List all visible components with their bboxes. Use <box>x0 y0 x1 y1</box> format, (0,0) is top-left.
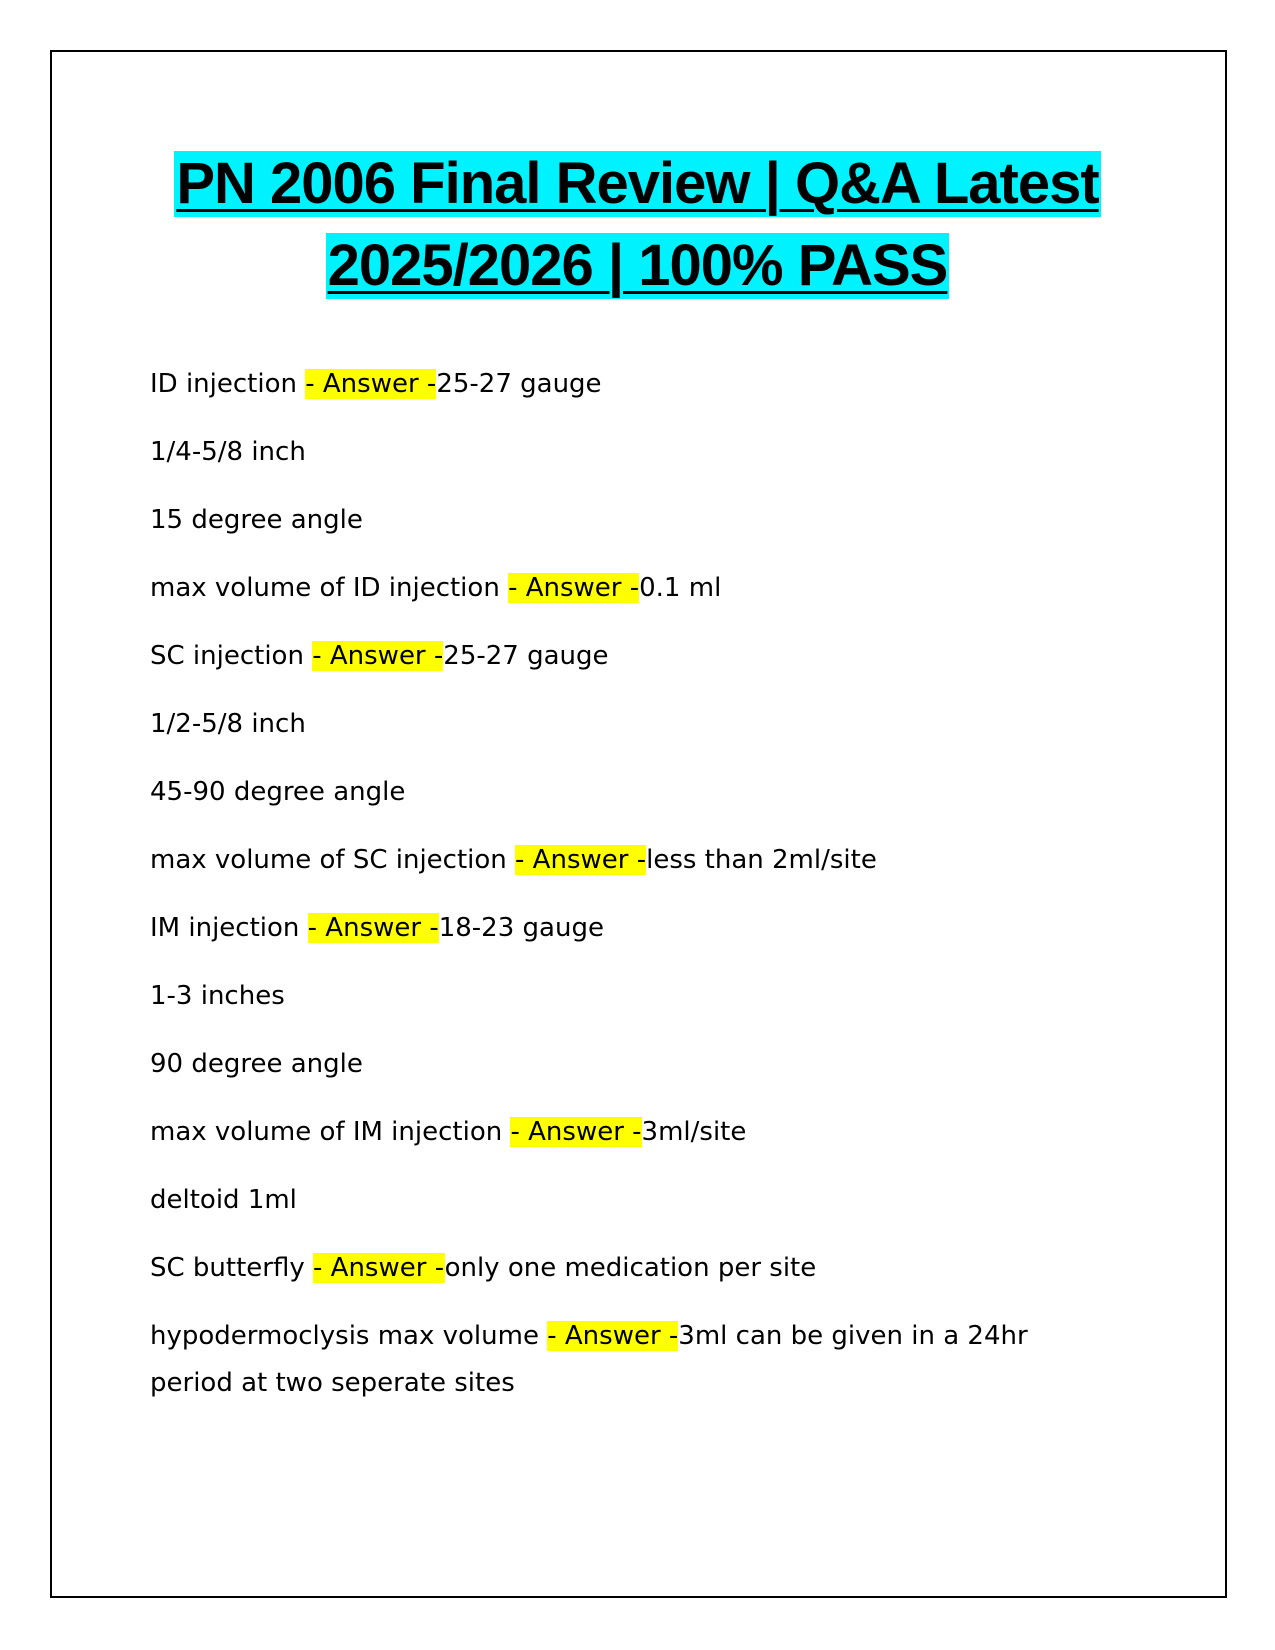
qa-answer: less than 2ml/site <box>646 845 877 875</box>
answer-tag: - Answer - <box>510 1117 642 1147</box>
qa-term: ID injection <box>150 369 306 399</box>
qa-item-id-injection <box>150 366 1150 434</box>
qa-term: max volume of IM injection <box>150 1117 511 1147</box>
qa-term: max volume of ID injection <box>150 573 509 603</box>
qa-term: IM injection <box>150 913 308 943</box>
answer-tag: - Answer - <box>547 1321 679 1351</box>
qa-text: 1/2-5/8 inch <box>150 709 306 739</box>
qa-answer: 3ml/site <box>641 1117 747 1147</box>
qa-answer: 18-23 gauge <box>438 913 604 943</box>
qa-text: 45-90 degree angle <box>150 777 406 807</box>
qa-answer: 25-27 gauge <box>436 369 602 399</box>
qa-text: deltoid 1ml <box>150 1185 297 1215</box>
qa-item-hypodermoclysis <box>150 1313 1050 1407</box>
list-item <box>150 706 1150 774</box>
list-item <box>150 434 1150 502</box>
qa-answer: 3ml can be given in a 24hr period at two seperate sites <box>150 1321 1028 1398</box>
qa-term: max volume of SC injection <box>150 845 516 875</box>
qa-term: SC injection <box>150 641 313 671</box>
answer-tag: - Answer - <box>307 913 439 943</box>
answer-tag: - Answer - <box>305 369 437 399</box>
qa-item-sc-injection <box>150 638 1150 706</box>
qa-term: hypodermoclysis max volume <box>150 1321 548 1351</box>
qa-text: 1-3 inches <box>150 981 285 1011</box>
qa-answer: 25-27 gauge <box>443 641 609 671</box>
list-item <box>150 1182 1150 1250</box>
title-line-2: 2025/2026 | 100% PASS <box>327 233 948 298</box>
qa-item-im-injection <box>150 910 1150 978</box>
answer-tag: - Answer - <box>508 573 640 603</box>
answer-tag: - Answer - <box>313 1253 445 1283</box>
list-item <box>150 502 1150 570</box>
answer-tag: - Answer - <box>312 641 444 671</box>
title-line-1: PN 2006 Final Review | Q&A Latest <box>176 151 1099 216</box>
document-title <box>0 143 1275 307</box>
qa-item-id-max-volume <box>150 570 1150 638</box>
answer-tag: - Answer - <box>515 845 647 875</box>
qa-text: 90 degree angle <box>150 1049 363 1079</box>
qa-item-sc-max-volume <box>150 842 1150 910</box>
list-item <box>150 1046 1150 1114</box>
qa-item-sc-butterfly <box>150 1250 1150 1318</box>
qa-list <box>150 366 1150 1407</box>
qa-term: SC butterfly <box>150 1253 314 1283</box>
qa-item-im-max-volume <box>150 1114 1150 1182</box>
list-item <box>150 774 1150 842</box>
qa-answer: only one medication per site <box>444 1253 817 1283</box>
list-item <box>150 978 1150 1046</box>
qa-answer: 0.1 ml <box>639 573 722 603</box>
qa-text: 1/4-5/8 inch <box>150 437 306 467</box>
qa-text: 15 degree angle <box>150 505 363 535</box>
